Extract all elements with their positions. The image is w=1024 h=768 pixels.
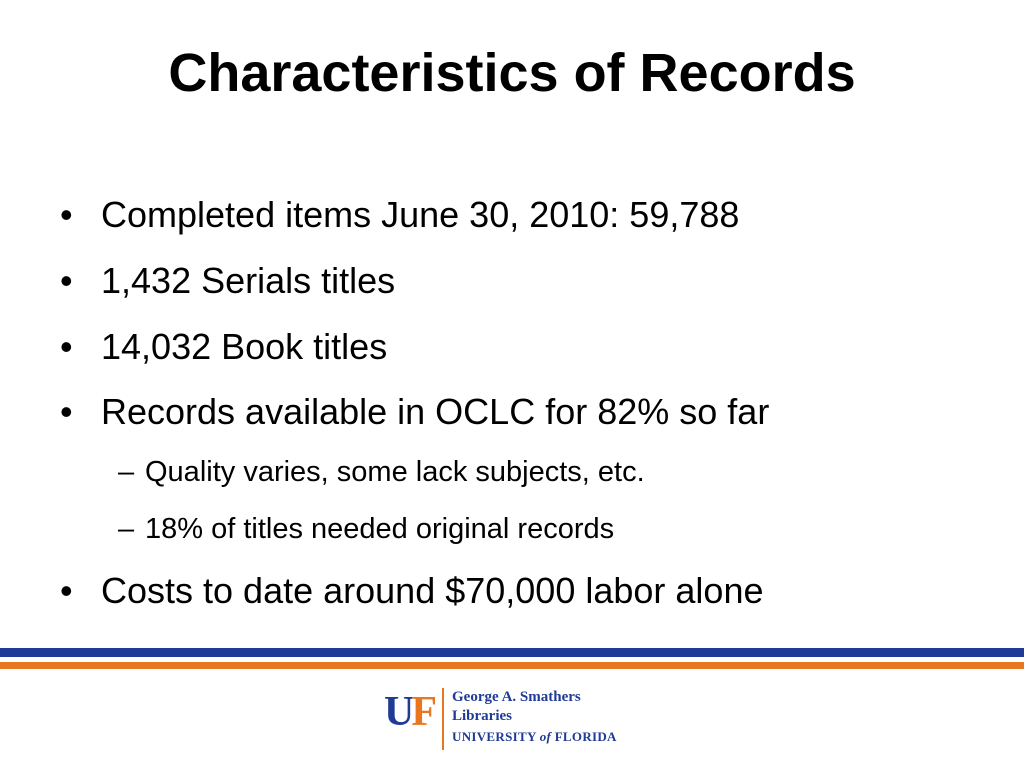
bullet-mark: • <box>60 194 73 235</box>
logo-line-3 <box>452 726 617 748</box>
bullet-item <box>60 259 395 303</box>
logo-line-3-university: UNIVERSITY <box>452 729 540 744</box>
bullet-mark: • <box>60 570 73 611</box>
logo-line-3-florida: FLORIDA <box>551 729 617 744</box>
sub-bullet-text: Quality varies, some lack subjects, etc. <box>145 456 645 488</box>
uf-libraries-logo <box>384 688 617 752</box>
bullet-mark: • <box>60 260 73 301</box>
logo-wordmark <box>452 688 617 748</box>
logo-line-2: Libraries <box>452 708 512 724</box>
bullet-item <box>60 325 387 369</box>
logo-line-3-of: of <box>539 729 552 744</box>
bullet-text: Records available in OCLC for 82% so far <box>101 391 770 432</box>
sub-bullet-text: 18% of titles needed original records <box>145 513 615 545</box>
uf-monogram-f: F <box>411 689 434 735</box>
bullet-text: Costs to date around $70,000 labor alone <box>101 570 764 611</box>
bullet-item <box>60 569 763 613</box>
bullet-text: Completed items June 30, 2010: 59,788 <box>101 194 740 235</box>
slide-title: Characteristics of Records <box>168 43 856 103</box>
logo-divider <box>442 688 444 750</box>
sub-bullet-item <box>118 454 645 490</box>
uf-monogram-u: U <box>384 689 412 735</box>
uf-monogram <box>384 689 434 735</box>
sub-bullet-mark: – <box>118 513 135 545</box>
bullet-item <box>60 390 769 434</box>
bullet-text: 1,432 Serials titles <box>101 260 396 301</box>
bullet-mark: • <box>60 391 73 432</box>
sub-bullet-item <box>118 511 614 547</box>
bullet-item <box>60 193 739 237</box>
logo-line-1: George A. Smathers <box>452 689 581 705</box>
footer-rule-blue <box>0 648 1024 657</box>
bullet-text: 14,032 Book titles <box>101 326 388 367</box>
sub-bullet-mark: – <box>118 456 135 488</box>
bullet-mark: • <box>60 326 73 367</box>
footer-rule-orange <box>0 662 1024 669</box>
